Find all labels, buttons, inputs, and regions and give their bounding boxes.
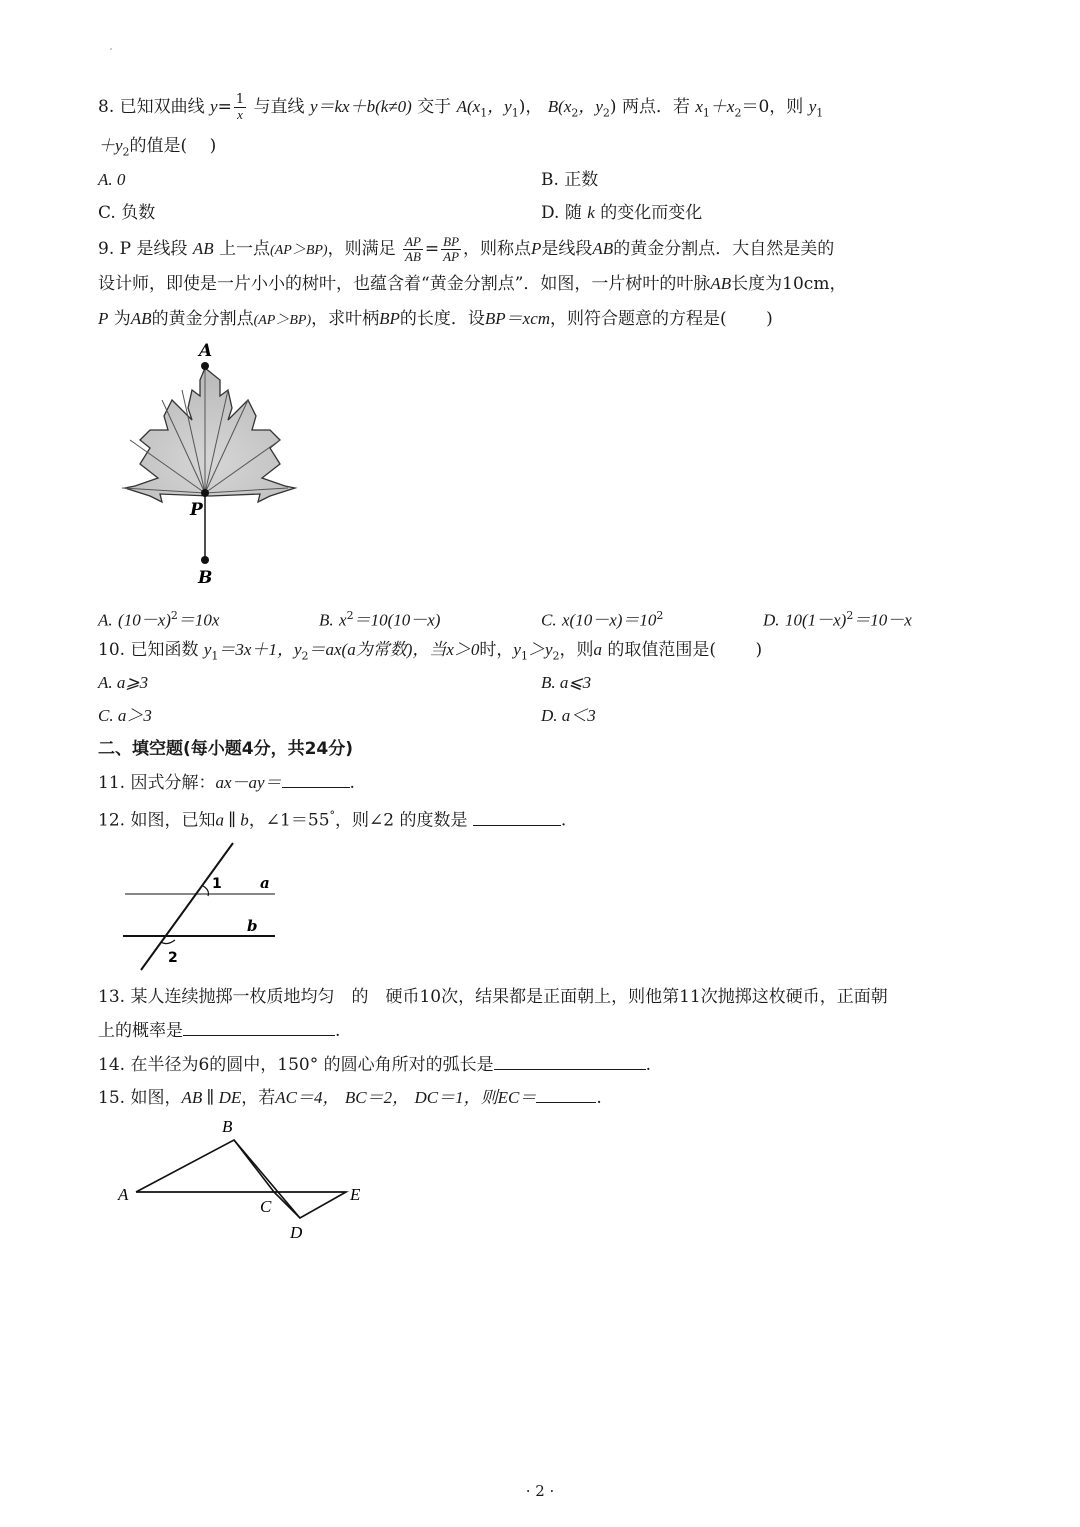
point-b [201,556,209,564]
q8-option-c[interactable]: C. 负数 [98,203,156,223]
q13-answer-blank[interactable] [183,1019,335,1036]
q8-option-a[interactable]: A. 0 [98,170,126,189]
label-a: A [199,341,213,361]
triangle-cde [274,1192,346,1218]
label-e: E [350,1185,361,1204]
triangles-figure [110,1114,380,1244]
label-angle-1: 1 [212,876,222,892]
q9-option-d[interactable]: D. $10(1-x)^2=10-x$ [763,609,912,630]
q8-line1: 8. 已知双曲线 y= $\frac{1}{x}$ 与直线 y＝kx＋b(k≠0) 交于 $A(x_1$，$y_1$)， $B(x_2$，$y_2$) 两点．若 $x_1+x_2=0$，则 $y_1$ [98,92,824,122]
point-p [201,489,209,497]
label-b: B [198,568,213,588]
q9-option-a[interactable]: A. $(10-x)^2=10x$ [98,609,220,630]
transversal [141,843,233,970]
maple-leaf-figure [110,338,310,588]
q14-answer-blank[interactable] [494,1053,646,1070]
q13-line1: 13. 某人连续抛掷一枚质地均匀 的 硬币10次，结果都是正面朝上，则他第11次抛掷这枚硬币，正面朝 [98,987,888,1007]
q8-option-d[interactable]: D. 随 k 的变化而变化 [541,203,703,223]
q14: 14. 在半径为6的圆中，150° 的圆心角所对的弧长是 . [98,1055,652,1075]
q15: 15. 如图，AB ∥ DE，若AC＝4， BC＝2， DC＝1，则EC＝ . [98,1088,602,1108]
q10-option-c[interactable]: C. a＞3 [98,706,152,725]
q10-option-d[interactable]: D. a＜3 [541,706,596,725]
label-angle-2: 2 [168,950,178,966]
q9-fraction-ap-ab: $\frac{AP}{AB}$ [405,234,421,264]
point-a [201,362,209,370]
q13-line2: 上的概率是 . [98,1021,341,1041]
q9-fraction-bp-ap: $\frac{BP}{AP}$ [443,234,460,264]
label-d: D [290,1223,303,1242]
label-c: C [260,1197,272,1216]
q9-line1: 9. P 是线段 AB 上一点(AP＞BP)，则满足 $\frac{AP}{AB}$ = $\frac{BP}{AP}$ ，则称点P是线段AB的黄金分割点．大自然是美的 [98,234,835,264]
q11-answer-blank[interactable] [282,771,350,788]
q9-line2: 设计师，即使是一片小小的树叶，也蕴含着“黄金分割点”．如图，一片树叶的叶脉AB长度为10cm， [98,274,847,294]
q8-fraction: $\frac{1}{x}$ [235,92,245,122]
q9-option-b[interactable]: B. $x^2=10(10-x)$ [319,609,441,630]
q10-option-a[interactable]: A. a⩾3 [98,673,149,692]
label-a: a [260,874,270,892]
q9-line3: P 为AB的黄金分割点(AP＞BP)，求叶柄BP的长度．设BP＝xcm，则符合题意的方程是( ) [98,309,773,329]
label-p: P [190,500,203,520]
q10-option-b[interactable]: B. a⩽3 [541,673,592,692]
triangle-abc [136,1140,274,1192]
parallel-lines-figure [115,838,295,978]
q12: 12. 如图，已知a ∥ b，∠1＝55°，则∠2 的度数是 . [98,809,567,831]
q10-stem: 10. 已知函数 $y_1=3x+1$，$y_2=ax(a$为常数)，当x＞0时，$y_1>y_2$，则a 的取值范围是( ) [98,640,763,663]
label-b: B [222,1117,233,1136]
label-a: A [118,1185,129,1204]
q11: 11. 因式分解：ax－ay＝ . [98,773,355,793]
page-number: · 2 · [525,1482,555,1500]
label-b: b [247,917,258,935]
q12-answer-blank[interactable] [473,809,561,826]
q8-line2: $+y_2$的值是( ) [98,136,217,159]
scan-dot [110,48,112,50]
q8-option-b[interactable]: B. 正数 [541,170,599,190]
q15-answer-blank[interactable] [536,1086,596,1103]
section-title: 二、填空题(每小题4分，共24分) [98,739,354,759]
q9-option-c[interactable]: C. $x(10-x)=10^2$ [541,609,664,630]
